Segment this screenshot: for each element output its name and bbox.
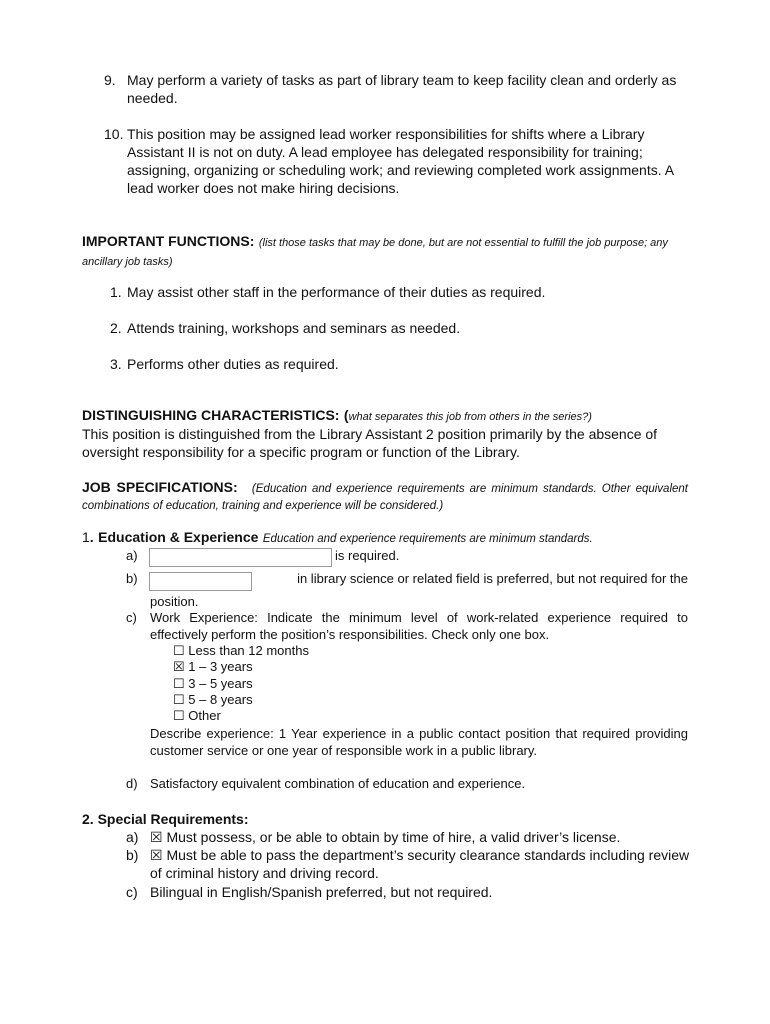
experience-option-other[interactable] bbox=[173, 707, 221, 724]
experience-option-5-8-years[interactable] bbox=[173, 691, 253, 708]
degree-field[interactable] bbox=[149, 572, 252, 591]
education-a-text: is required. bbox=[335, 548, 400, 563]
option-label: 3 – 5 years bbox=[188, 676, 253, 691]
job-specs-heading: JOB SPECIFICATIONS: bbox=[82, 479, 238, 495]
experience-option-less-than-12-months[interactable] bbox=[173, 642, 309, 659]
important-item-3-number: 3. bbox=[110, 356, 122, 372]
education-b-label: b) bbox=[126, 571, 138, 586]
distinguishing-heading: DISTINGUISHING CHARACTERISTICS: bbox=[82, 407, 340, 423]
special-requirements-heading: 2. Special Requirements: bbox=[82, 811, 249, 827]
checkbox-empty-icon[interactable]: ☐ bbox=[173, 708, 185, 723]
education-heading-block bbox=[82, 529, 593, 548]
education-d-label: d) bbox=[126, 776, 138, 791]
education-b-text-continued: position. bbox=[150, 594, 199, 609]
special-a-label: a) bbox=[126, 829, 139, 845]
education-note: Education and experience requirements are minimum standards. bbox=[262, 533, 593, 545]
education-b-text: in library science or related field is preferred, but not required for the bbox=[297, 571, 688, 586]
job-specs-block bbox=[82, 479, 688, 514]
option-label: Less than 12 months bbox=[188, 643, 309, 658]
experience-option-1-3-years[interactable] bbox=[173, 658, 253, 675]
option-label: 5 – 8 years bbox=[188, 692, 253, 707]
item-10-number: 10. bbox=[104, 126, 124, 142]
experience-description: Describe experience: 1 Year experience in a public contact position that required providing customer service or one year of responsible work in a public library. bbox=[150, 726, 688, 758]
important-item-1-text: May assist other staff in the performance of their duties as required. bbox=[127, 284, 546, 300]
special-b-label: b) bbox=[126, 847, 139, 863]
work-experience-text: Work Experience: Indicate the minimum level of work-related experience required to effectively perform the position’s responsibilities. Check only one box. bbox=[150, 610, 688, 642]
distinguishing-heading-block bbox=[82, 407, 692, 426]
special-a-text: ☒ Must possess, or be able to obtain by time of hire, a valid driver’s license. bbox=[150, 829, 621, 845]
education-a-label: a) bbox=[126, 548, 138, 563]
item-9-text: May perform a variety of tasks as part of library team to keep facility clean and orderly as needed. bbox=[127, 72, 677, 106]
checkbox-checked-icon[interactable]: ☒ bbox=[173, 659, 185, 674]
important-functions-note: (list those tasks that may be done, but are not essential to fulfill the job purpose; any ancillary job tasks) bbox=[82, 237, 668, 268]
item-9-number: 9. bbox=[104, 72, 116, 88]
education-requirement-field[interactable] bbox=[149, 548, 332, 567]
important-functions-heading-block bbox=[82, 233, 692, 271]
checkbox-empty-icon[interactable]: ☐ bbox=[173, 692, 185, 707]
important-item-2-text: Attends training, workshops and seminars as needed. bbox=[127, 320, 461, 336]
distinguishing-body: This position is distinguished from the Library Assistant 2 position primarily by the absence of oversight responsibility for a specific program or function of the Library. bbox=[82, 426, 658, 460]
special-c-text: Bilingual in English/Spanish preferred, but not required. bbox=[150, 884, 493, 900]
education-number: 1 bbox=[82, 529, 90, 545]
special-b-text: ☒ Must be able to pass the department’s security clearance standards including review of criminal history and driving record. bbox=[150, 847, 690, 881]
distinguishing-note: what separates this job from others in the series?) bbox=[348, 411, 592, 423]
education-c-label: c) bbox=[126, 610, 137, 625]
special-c-label: c) bbox=[126, 884, 138, 900]
option-label: 1 – 3 years bbox=[188, 659, 253, 674]
option-label: Other bbox=[188, 708, 221, 723]
experience-option-3-5-years[interactable] bbox=[173, 675, 253, 692]
job-specs-note: (Education and experience requirements are minimum standards. Other equivalent combinations of education, training and experience will be considered.) bbox=[82, 483, 688, 512]
education-d-text: Satisfactory equivalent combination of education and experience. bbox=[150, 776, 526, 791]
checkbox-empty-icon[interactable]: ☐ bbox=[173, 676, 185, 691]
item-10-text: This position may be assigned lead worker responsibilities for shifts where a Library Assistant II is not on duty. A lead employee has delegated responsibility for training; assigning, organizing or scheduling work; and reviewing completed work assignments. A lead worker does not make hiring decisions. bbox=[127, 126, 674, 196]
education-number-dot: . bbox=[89, 529, 94, 545]
important-item-2-number: 2. bbox=[110, 320, 122, 336]
education-heading: Education & Experience bbox=[98, 529, 259, 545]
important-functions-heading: IMPORTANT FUNCTIONS: bbox=[82, 233, 255, 249]
distinguishing-paren: ( bbox=[343, 407, 349, 423]
checkbox-empty-icon[interactable]: ☐ bbox=[173, 643, 185, 658]
important-item-1-number: 1. bbox=[110, 284, 122, 300]
important-item-3-text: Performs other duties as required. bbox=[127, 356, 339, 372]
